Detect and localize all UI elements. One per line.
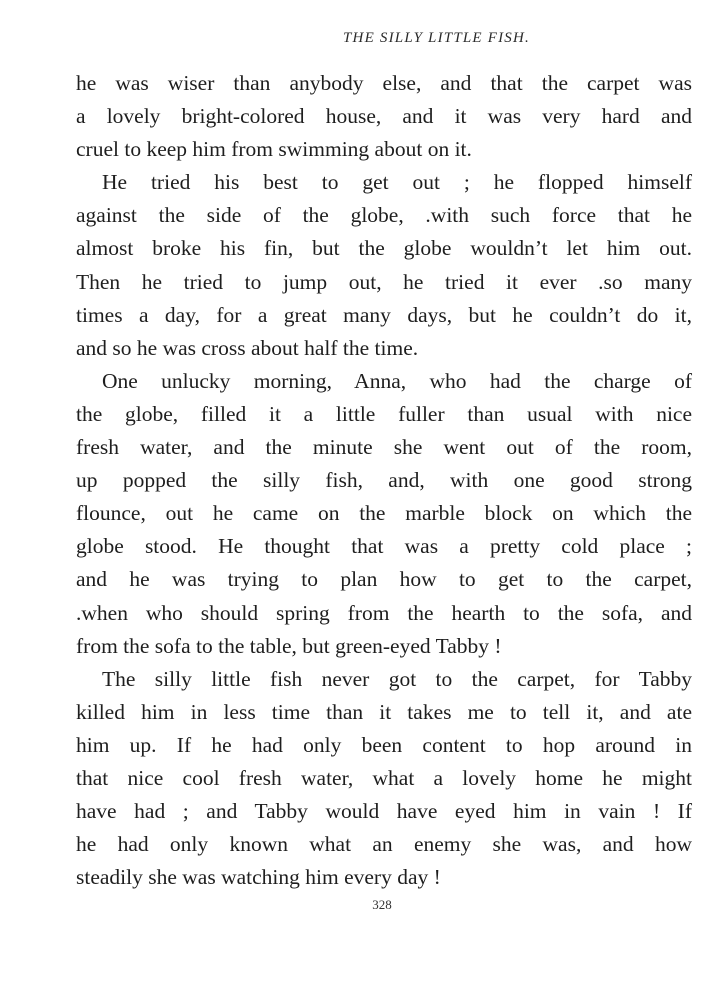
text-line: One unlucky morning, Anna, who had the charge of	[102, 368, 692, 393]
text-line: fresh water, and the minute she went out of the room,	[76, 435, 692, 460]
text-line: he was wiser than anybody else, and that the carpet was	[76, 71, 692, 95]
text-line: killed him in less time than it takes me to tell it, and ate	[76, 699, 692, 724]
text-line: from the sofa to the table, but green-eyed Tabby !	[76, 633, 502, 658]
text-line: have had ; and Tabby would have eyed him in vain ! If	[76, 799, 692, 824]
running-head-text: THE SILLY LITTLE FISH.	[343, 30, 530, 46]
text-line: .when who should spring from the hearth to the sofa, and	[76, 600, 692, 625]
text-line: a lovely bright-colored house, and it was very hard and	[76, 104, 692, 129]
text-line: flounce, out he came on the marble block on which the	[76, 501, 692, 526]
page-number-text: 328	[372, 897, 392, 912]
paragraph	[76, 67, 692, 166]
paragraph	[76, 365, 692, 663]
text-line: steadily she was watching him every day !	[76, 865, 441, 890]
body-text	[76, 67, 692, 894]
text-line: the globe, filled it a little fuller than usual with nice	[76, 401, 692, 426]
text-line: times a day, for a great many days, but he couldn’t do it,	[76, 302, 692, 327]
text-line: He tried his best to get out ; he flopped himself	[102, 170, 692, 195]
text-line: and he was trying to plan how to get to the carpet,	[76, 567, 692, 592]
text-line: he had only known what an enemy she was, and how	[76, 832, 692, 857]
text-line: up popped the silly fish, and, with one good strong	[76, 468, 692, 493]
text-line: that nice cool fresh water, what a lovely home he might	[76, 765, 692, 790]
text-line: against the side of the globe, .with such force that he	[76, 203, 692, 228]
paragraph	[76, 166, 692, 365]
text-line: cruel to keep him from swimming about on it.	[76, 137, 472, 162]
text-line: The silly little fish never got to the carpet, for Tabby	[102, 666, 692, 691]
text-line: globe stood. He thought that was a pretty cold place ;	[76, 534, 692, 559]
text-line: and so he was cross about half the time.	[76, 335, 419, 360]
paragraph	[76, 663, 692, 895]
page-number	[0, 897, 723, 913]
running-head	[0, 30, 723, 47]
text-line: Then he tried to jump out, he tried it ever .so many	[76, 269, 692, 294]
text-line: almost broke his fin, but the globe wouldn’t let him out.	[76, 236, 692, 261]
text-line: him up. If he had only been content to hop around in	[76, 732, 692, 757]
